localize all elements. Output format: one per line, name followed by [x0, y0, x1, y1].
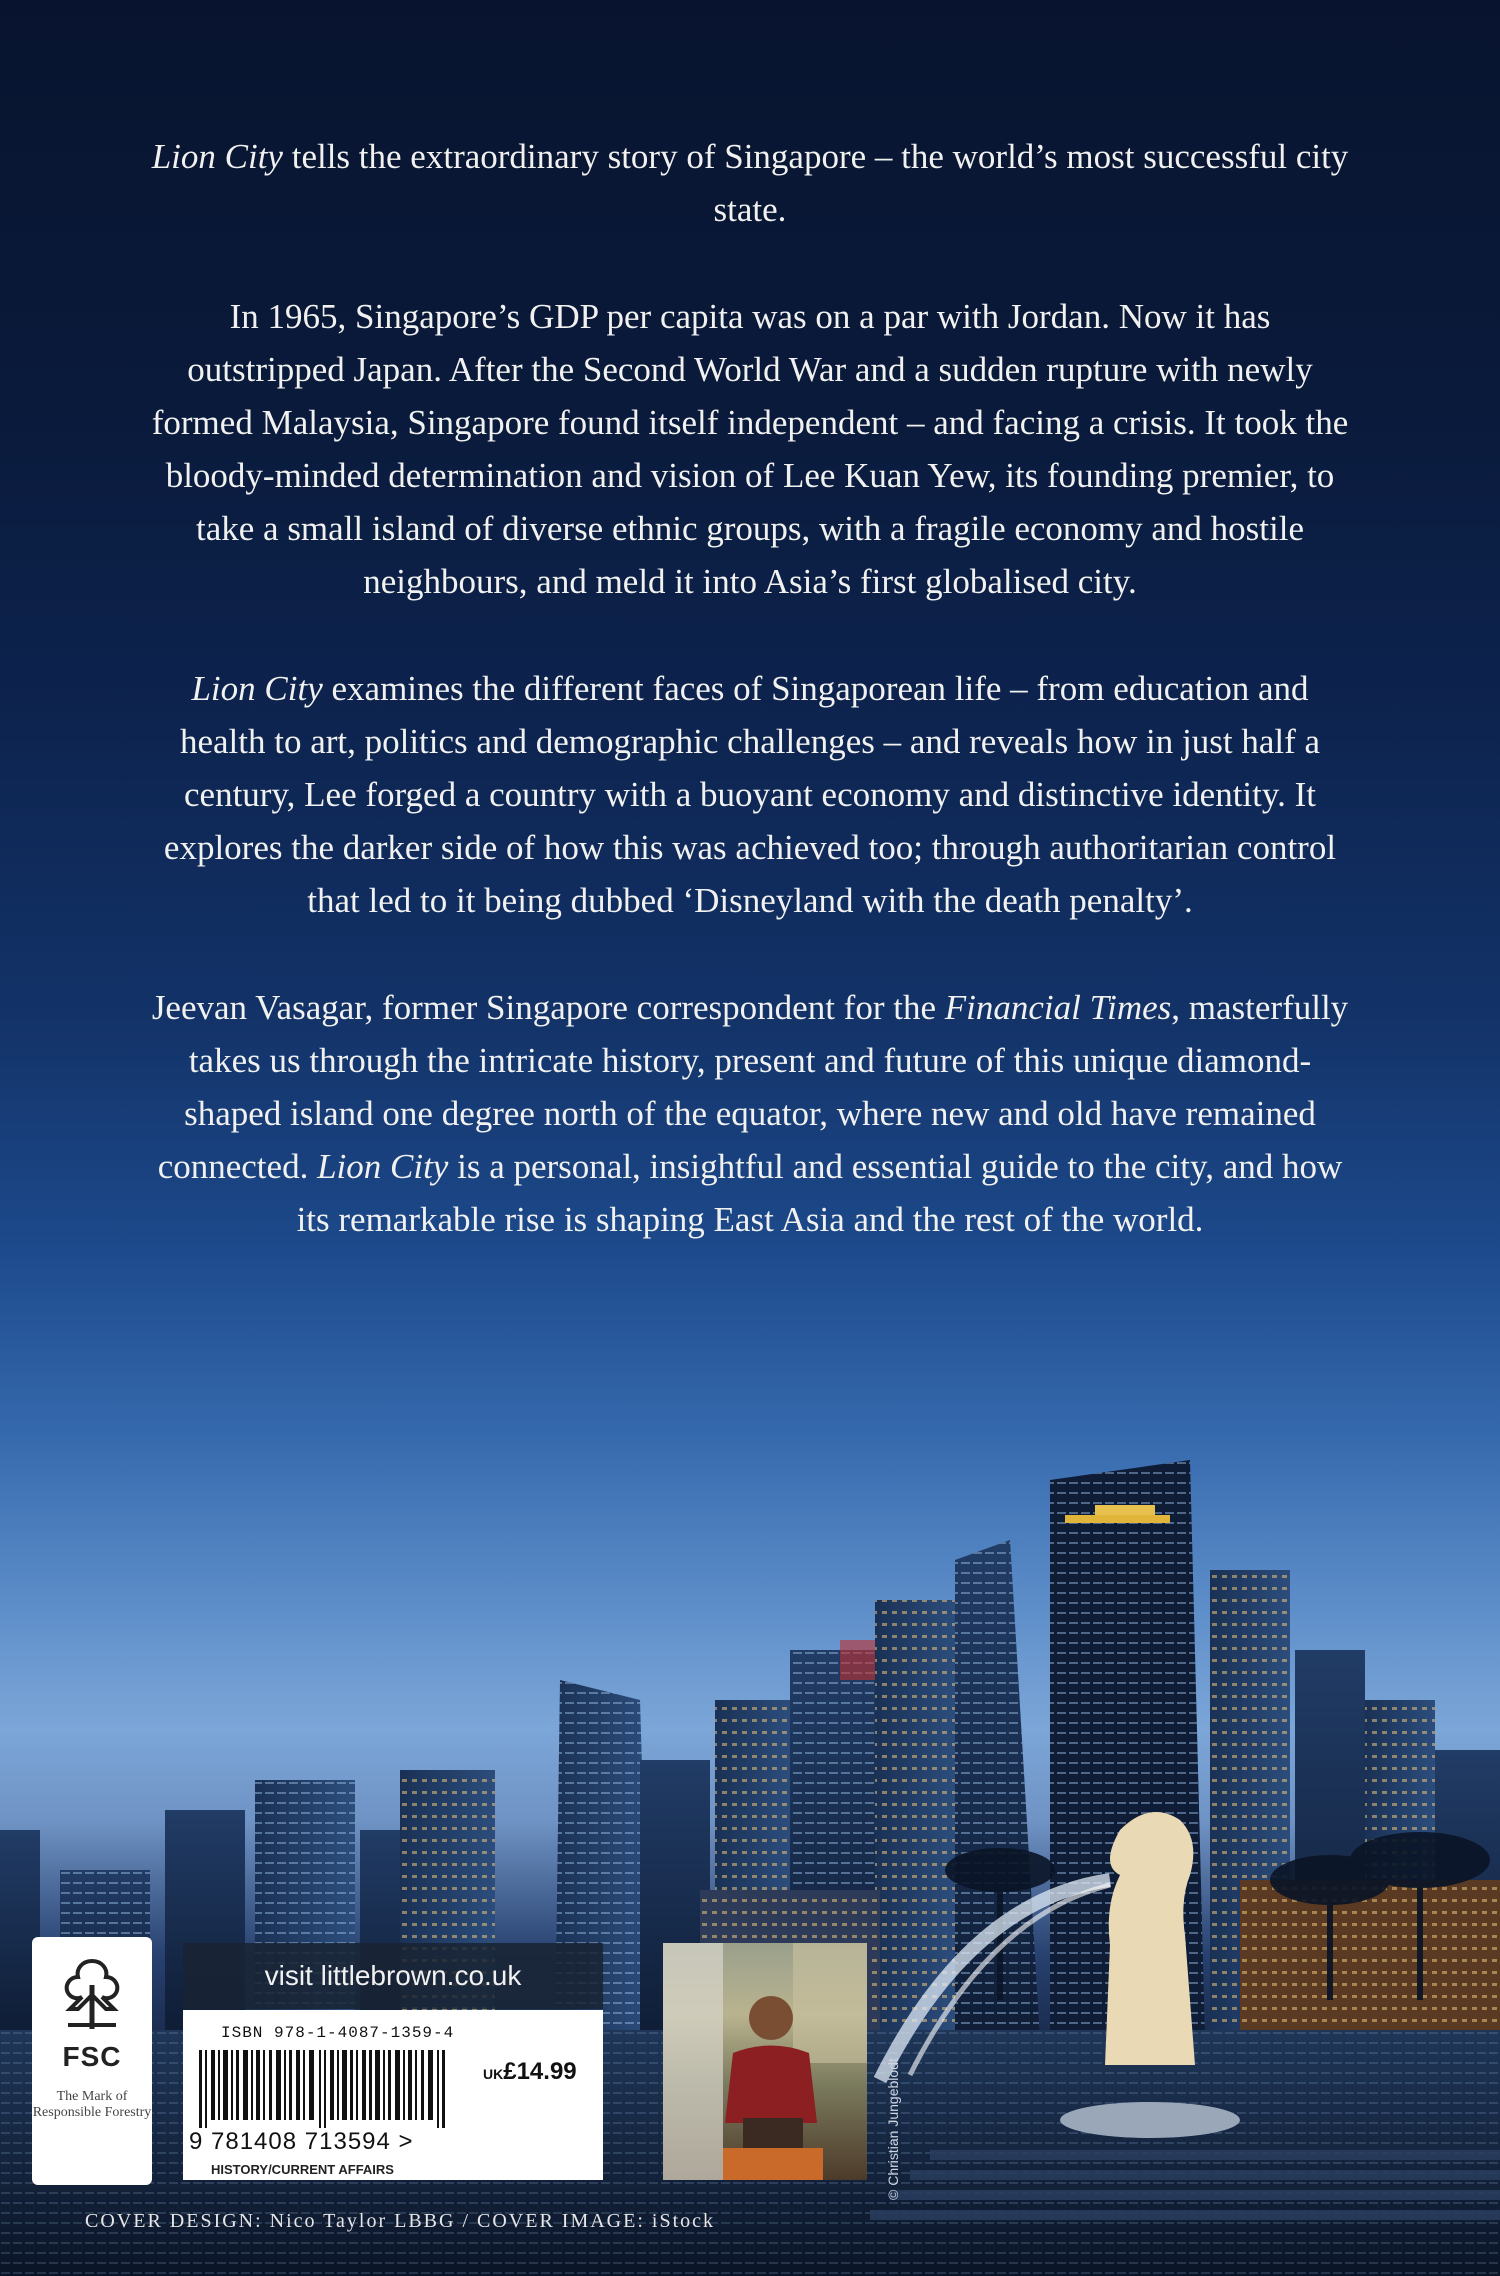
fsc-label: FSC — [62, 2041, 122, 2072]
barcode-number: 9 781408 713594 > — [189, 2128, 414, 2155]
fsc-subtitle: The Mark of Responsible Forestry — [32, 2089, 152, 2120]
blurb-paragraph-2: In 1965, Singapore’s GDP per capita was on a par with Jordan. Now it has outstripped Japan. After the Second World War and a sudden rupture with newly formed Malaysia, Singapore found itself independent – and facing a crisis. It took the bloody-minded determination and vision of Lee Kuan Yew, its founding premier, to take a small island of diverse ethnic groups, with a fragile economy and hostile neighbours, and meld it into Asia’s first globalised city. — [151, 297, 1349, 601]
book-title-italic: Lion City — [191, 669, 323, 708]
blurb-paragraph-1: Lion City tells the extraordinary story of Singapore – the world’s most successful city state. — [151, 137, 1349, 229]
barcode-panel — [183, 2010, 603, 2180]
blurb-text — [150, 130, 1350, 1300]
newspaper-title-italic: Financial Times — [944, 988, 1172, 1027]
blurb-paragraph-4: Jeevan Vasagar, former Singapore correspondent for the Financial Times, masterfully takes us through the intricate history, present and future of this unique diamond-shaped island one degree north of the equator, where new and old have remained connected. Lion City is a personal, insightful and essential guide to the city, and how its remarkable rise is shaping East Asia and the rest of the world. — [151, 988, 1349, 1239]
author-figure-icon — [663, 1943, 867, 2180]
fsc-logo — [32, 1937, 152, 2185]
publisher-website: visit littlebrown.co.uk — [183, 1943, 603, 2009]
photo-credit — [885, 2160, 1045, 2200]
price-label: UK£14.99 — [483, 2058, 577, 2085]
book-title-italic: Lion City — [151, 137, 283, 176]
blurb-paragraph-3: Lion City examines the different faces of Singaporean life – from education and health to art, politics and demographic challenges – and reveals how in just half a century, Lee forged a country with a buoyant economy and distinctive identity. It explores the darker side of how this was achieved too; through authoritarian control that led to it being dubbed ‘Disneyland with the death penalty’. — [163, 669, 1337, 920]
barcode-icon — [199, 2050, 469, 2128]
book-category: HISTORY/CURRENT AFFAIRS — [211, 2162, 394, 2177]
cover-credits: COVER DESIGN: Nico Taylor LBBG / COVER IMAGE: iStock — [85, 2210, 715, 2232]
author-photo — [663, 1943, 867, 2180]
isbn-text: ISBN 978-1-4087-1359-4 — [221, 2024, 455, 2042]
fsc-tree-icon — [48, 1955, 136, 2035]
book-title-italic: Lion City — [317, 1147, 449, 1186]
